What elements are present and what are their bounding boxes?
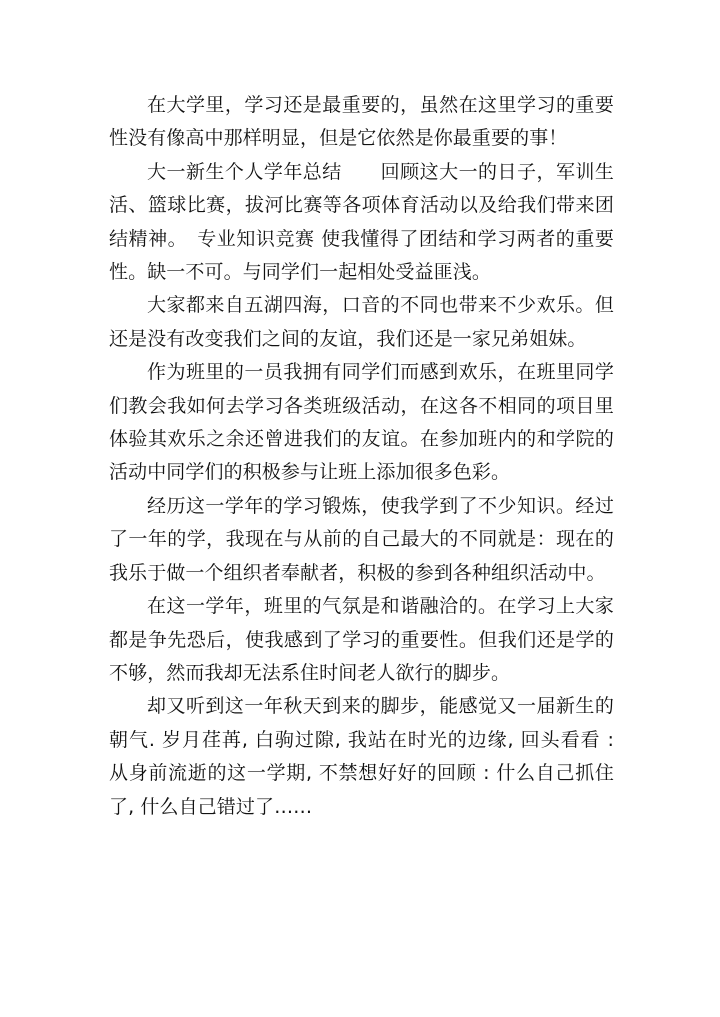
paragraph-4: 作为班里的一员我拥有同学们而感到欢乐，在班里同学们教会我如何去学习各类班级活动，在这各不相同的项目里体验其欢乐之余还曾进我们的友谊。在参加班内的和学院的活动中同学们的积极参与让班上添加很多色彩。	[109, 361, 614, 484]
document-body	[109, 89, 614, 824]
paragraph-5: 经历这一学年的学习锻炼，使我学到了不少知识。经过了一年的学，我现在与从前的自己最大的不同就是：现在的我乐于做一个组织者奉献者，积极的参到各种组织活动中。	[109, 494, 614, 584]
paragraph-1: 在大学里，学习还是最重要的，虽然在这里学习的重要性没有像高中那样明显，但是它依然是你最重要的事！	[109, 94, 614, 150]
paragraph-7: 却又听到这一年秋天到来的脚步，能感觉又一届新生的朝气. 岁月荏苒, 白驹过隙, 我站在时光的边缘, 回头看看 : 从身前流逝的这一学期, 不禁想好好的回顾 : 什么自己抓住了, 什么自己错过了……	[109, 695, 614, 818]
paragraph-3: 大家都来自五湖四海，口音的不同也带来不少欢乐。但还是没有改变我们之间的友谊，我们还是一家兄弟姐妹。	[109, 294, 614, 350]
paragraph-2: 大一新生个人学年总结 回顾这大一的日子，军训生活、篮球比赛，拔河比赛等各项体育活动以及给我们带来团结精神。 专业知识竞赛 使我懂得了团结和学习两者的重要性。缺一不可。与同学们一起相处受益匪浅。	[109, 160, 614, 284]
paragraph-6: 在这一学年，班里的气氛是和谐融洽的。在学习上大家都是争先恐后，使我感到了学习的重要性。但我们还是学的不够，然而我却无法系住时间老人欲行的脚步。	[109, 595, 614, 684]
